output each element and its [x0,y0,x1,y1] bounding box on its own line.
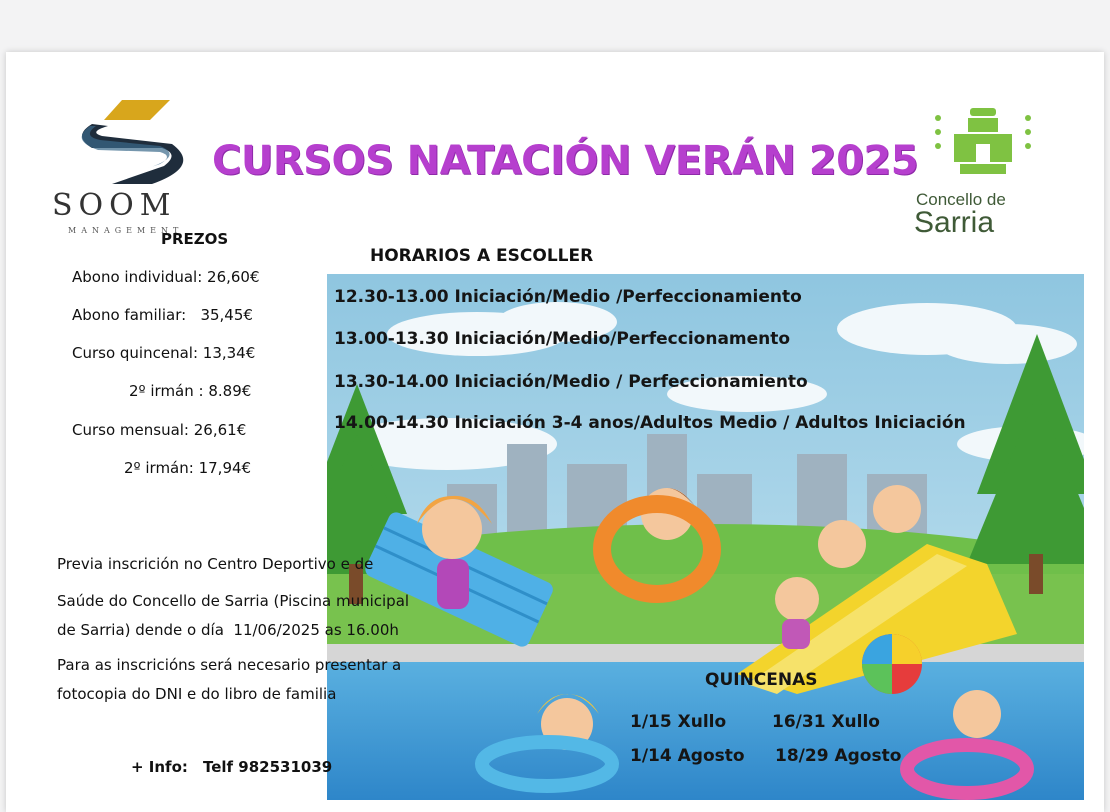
quincenas-heading: QUINCENAS [705,670,818,690]
info-phone: Telf 982531039 [203,758,333,776]
price-curso-quincenal: Curso quincenal: 13,34€ [72,344,256,362]
registration-line-2: Saúde do Concello de Sarria (Piscina municipal [57,592,410,610]
schedule-item-2: 13.00-13.30 Iniciación/Medio/Perfeccionamento [334,329,791,349]
quincena-agosto-1: 1/14 Agosto [630,746,745,766]
schedule-item-3: 13.30-14.00 Iniciación/Medio / Perfeccionamiento [334,372,808,392]
price-curso-mensual: Curso mensual: 26,61€ [72,421,247,439]
coat-of-arms-icon [928,104,1038,184]
soom-swoosh-icon [52,96,212,191]
price-quincenal-sibling: 2º irmán : 8.89€ [129,382,252,400]
concello-line1: Concello de [916,190,1006,209]
info-label: + Info: [131,758,188,776]
concello-logo [910,100,1050,240]
schedule-heading: HORARIOS A ESCOLLER [370,246,594,266]
price-mensual-sibling: 2º irmán: 17,94€ [124,459,252,477]
registration-line-5: fotocopia do DNI e do libro de familia [57,685,337,703]
page-title: CURSOS NATACIÓN VERÁN 2025 [212,138,919,184]
schedule-item-1: 12.30-13.00 Iniciación/Medio /Perfeccionamiento [334,287,802,307]
prices-heading: PREZOS [161,230,229,248]
concello-line2: Sarria [914,206,995,239]
registration-line-1: Previa inscrición no Centro Deportivo e de [57,555,374,573]
quincena-xullo-1: 1/15 Xullo [630,712,727,732]
quincena-agosto-2: 18/29 Agosto [775,746,902,766]
registration-line-3: de Sarria) dende o día 11/06/2025 as 16.00h [57,621,399,639]
price-abono-individual: Abono individual: 26,60€ [72,268,260,286]
price-abono-familiar: Abono familiar: 35,45€ [72,306,253,324]
registration-line-4: Para as inscricións será necesario presentar a [57,656,402,674]
schedule-item-4: 14.00-14.30 Iniciación 3-4 anos/Adultos Medio / Adultos Iniciación [334,413,966,433]
quincena-xullo-2: 16/31 Xullo [772,712,880,732]
soom-logo [52,96,212,242]
soom-wordmark: SOOM [52,188,177,223]
soom-subtitle: MANAGEMENT [68,226,184,235]
